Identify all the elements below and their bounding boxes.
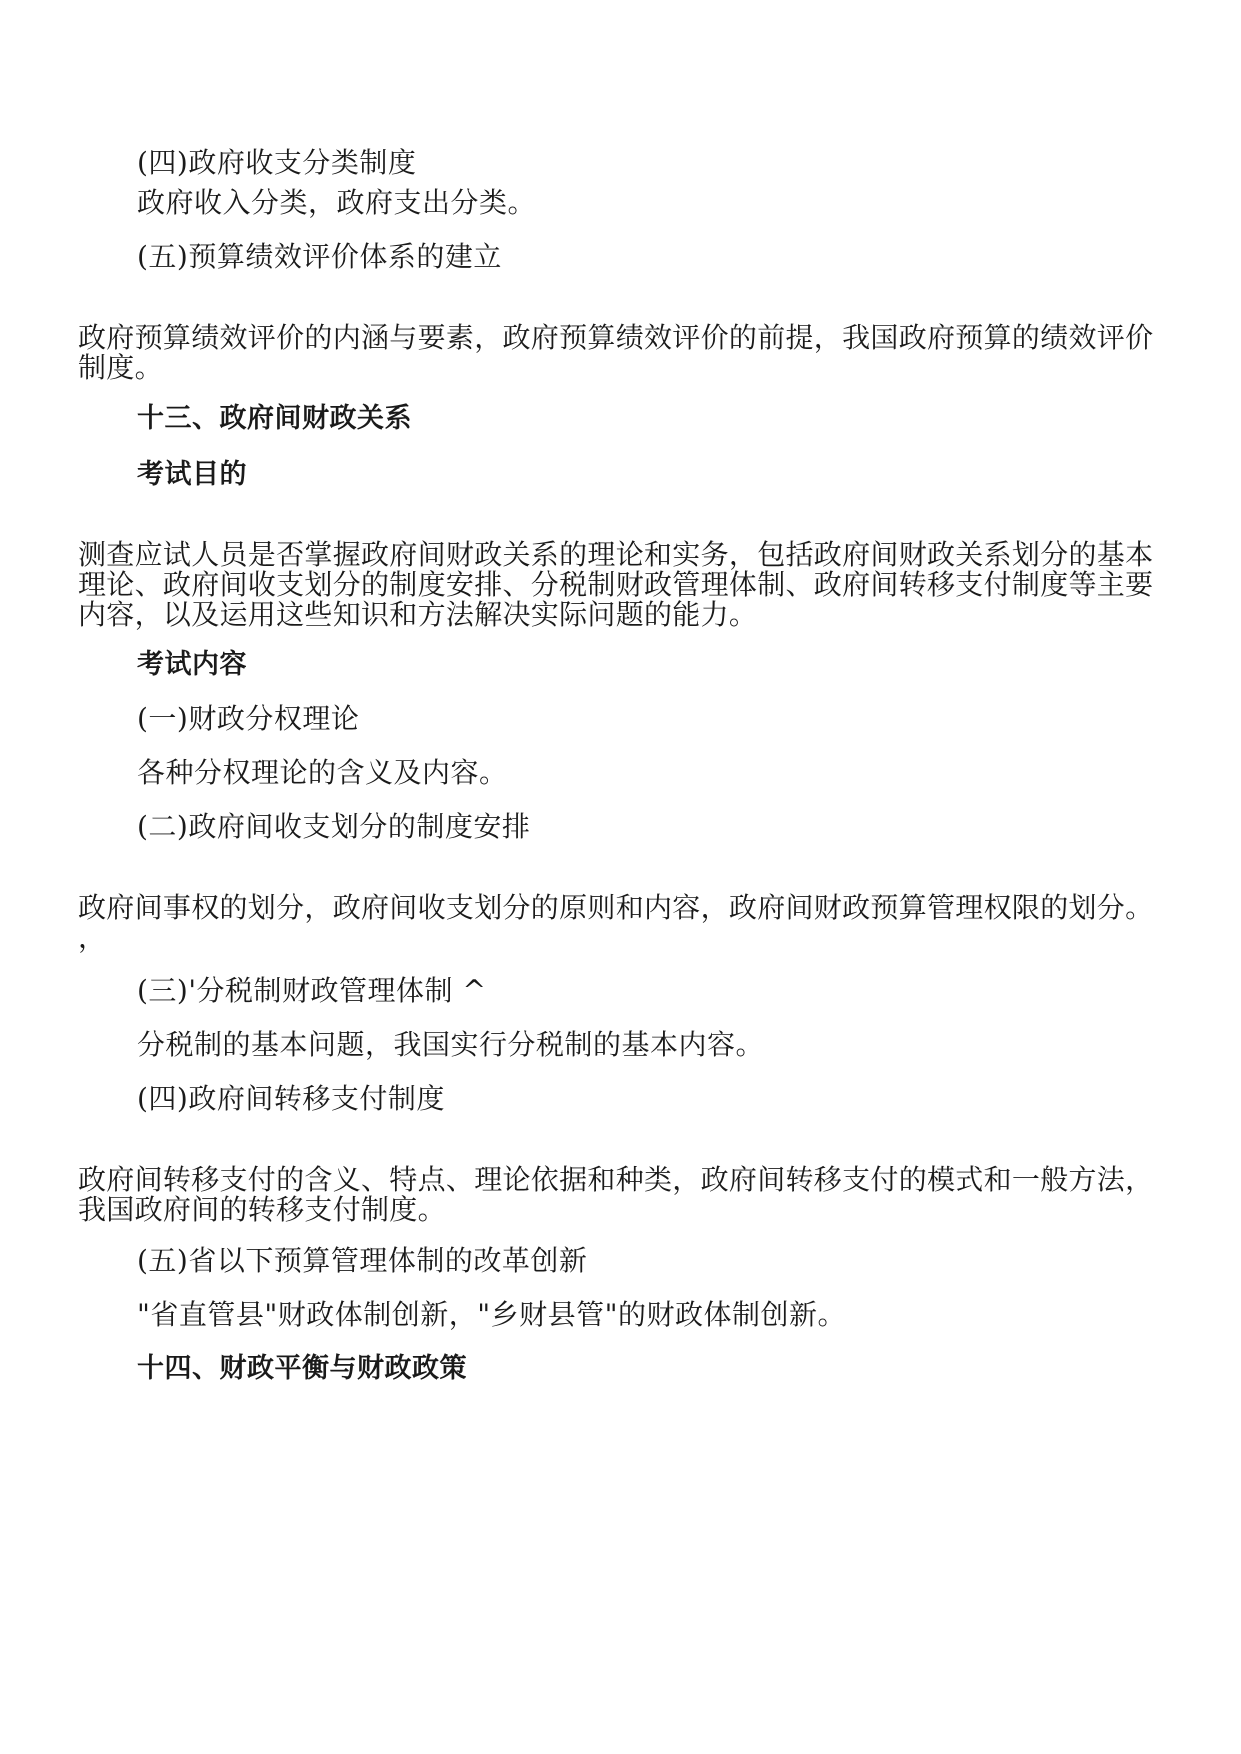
paragraph-line: 理论、政府间收支划分的制度安排、分税制财政管理体制、政府间转移支付制度等主要 [78, 568, 1154, 601]
section-heading: 十四、财政平衡与财政政策 [137, 1353, 467, 1384]
subsection-title: (一)财政分权理论 [137, 702, 360, 735]
subsection-title: (五)预算绩效评价体系的建立 [137, 240, 502, 273]
paragraph-line: 政府间事权的划分，政府间收支划分的原则和内容，政府间财政预算管理权限的划分。 [78, 891, 1154, 924]
subheading: 考试目的 [137, 459, 247, 490]
paragraph-line: 制度。 [78, 351, 163, 384]
paragraph [78, 323, 1178, 383]
paragraph-line: ， [78, 921, 107, 954]
subsection-title: (二)政府间收支划分的制度安排 [137, 810, 531, 843]
subsection-title: (四)政府收支分类制度 [137, 146, 417, 179]
paragraph-line: 我国政府间的转移支付制度。 [78, 1193, 446, 1226]
body-line: 分税制的基本问题，我国实行分税制的基本内容。 [137, 1028, 765, 1061]
body-line: 各种分权理论的含义及内容。 [137, 756, 508, 789]
paragraph [78, 540, 1178, 630]
paragraph [78, 893, 1178, 953]
paragraph-line: 测查应试人员是否掌握政府间财政关系的理论和实务，包括政府间财政关系划分的基本 [78, 538, 1154, 571]
section-heading: 十三、政府间财政关系 [137, 403, 412, 434]
paragraph [78, 1165, 1178, 1225]
subheading: 考试内容 [137, 649, 247, 680]
subsection-title: (五)省以下预算管理体制的改革创新 [137, 1244, 588, 1277]
subsection-title: (四)政府间转移支付制度 [137, 1082, 445, 1115]
body-line: 政府收入分类，政府支出分类。 [137, 186, 537, 219]
body-line: "省直管县"财政体制创新，"乡财县管"的财政体制创新。 [137, 1298, 847, 1331]
subsection-title: (三)'分税制财政管理体制 ^ [137, 974, 487, 1007]
paragraph-line: 政府预算绩效评价的内涵与要素，政府预算绩效评价的前提，我国政府预算的绩效评价 [78, 321, 1154, 354]
paragraph-line: 内容，以及运用这些知识和方法解决实际问题的能力。 [78, 598, 758, 631]
paragraph-line: 政府间转移支付的含义、特点、理论依据和种类，政府间转移支付的模式和一般方法， [78, 1163, 1154, 1196]
